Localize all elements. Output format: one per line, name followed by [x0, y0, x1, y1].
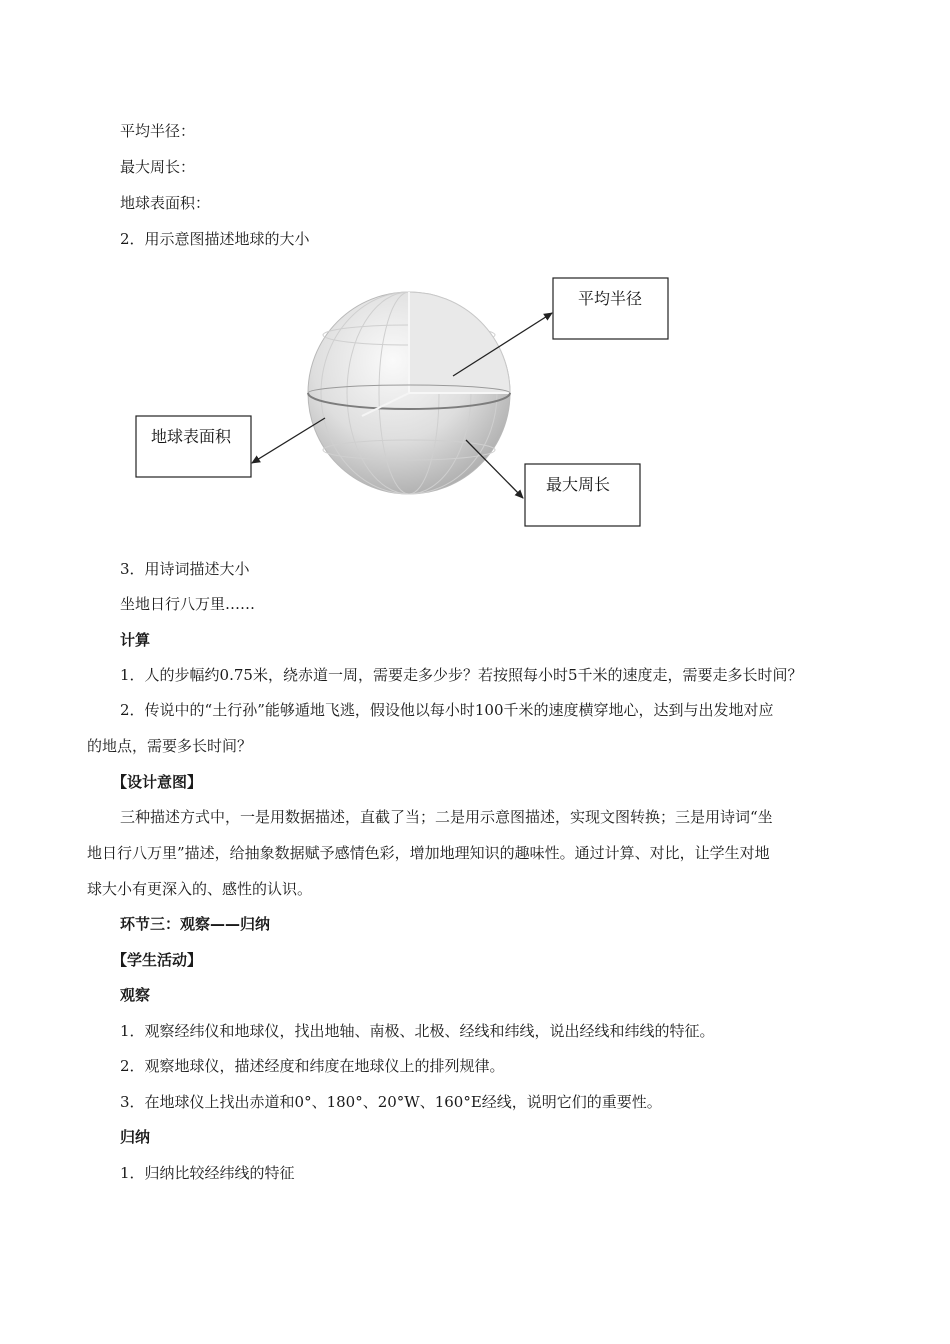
design-intent-line-1: 三种描述方式中，一是用数据描述，直截了当；二是用示意图描述，实现文图转换；三是用诗词“坐 — [120, 808, 773, 826]
text-max-circumference: 最大周长： — [120, 158, 196, 176]
calc-heading: 计算 — [120, 631, 151, 649]
calc-question-2-line-1: 2．传说中的“土行孙”能够遁地飞逃，假设他以每小时100千米的速度横穿地心，达到与出发地对应 — [120, 701, 774, 719]
calc-question-1: 1．人的步幅约0.75米，绕赤道一周，需要走多少步？若按照每小时5千米的速度走，需要走多长时间？ — [120, 666, 803, 684]
observe-item-1: 1．观察经纬仪和地球仪，找出地轴、南极、北极、经线和纬线，说出经线和纬线的特征。 — [120, 1022, 715, 1040]
design-intent-line-3: 球大小有更深入的、感性的认识。 — [87, 880, 313, 898]
induce-item-1: 1．归纳比较经纬线的特征 — [120, 1164, 295, 1182]
box-max-circumference — [525, 464, 640, 526]
calc-question-2-line-2: 的地点，需要多长时间？ — [87, 737, 253, 755]
section-3-heading: 环节三：观察——归纳 — [120, 915, 271, 933]
globe — [308, 292, 510, 494]
poem-line: 坐地日行八万里…… — [120, 595, 256, 613]
item-3-poem-description: 3．用诗词描述大小 — [120, 560, 250, 578]
text-surface-area: 地球表面积： — [120, 194, 211, 212]
observe-item-3: 3．在地球仪上找出赤道和0°、180°、20°W、160°E经线，说明它们的重要性。 — [120, 1093, 662, 1111]
observe-heading: 观察 — [120, 986, 151, 1004]
arrow-to-surface-area — [252, 418, 325, 463]
box-surface-area — [136, 416, 251, 477]
box-surface-area-label: 地球表面积 — [151, 427, 232, 446]
box-avg-radius-label: 平均半径 — [578, 289, 643, 308]
observe-item-2: 2．观察地球仪，描述经度和纬度在地球仪上的排列规律。 — [120, 1057, 505, 1075]
design-intent-heading: 【设计意图】 — [112, 773, 203, 791]
box-max-circumference-label: 最大周长 — [546, 475, 611, 494]
induce-heading: 归纳 — [120, 1128, 151, 1146]
item-2-diagram-description: 2．用示意图描述地球的大小 — [120, 230, 310, 248]
box-avg-radius — [553, 278, 668, 339]
text-avg-radius: 平均半径： — [120, 122, 196, 140]
design-intent-line-2: 地日行八万里”描述，给抽象数据赋予感情色彩，增加地理知识的趣味性。通过计算、对比，让学生对地 — [87, 844, 770, 862]
student-activity-heading: 【学生活动】 — [112, 951, 203, 969]
